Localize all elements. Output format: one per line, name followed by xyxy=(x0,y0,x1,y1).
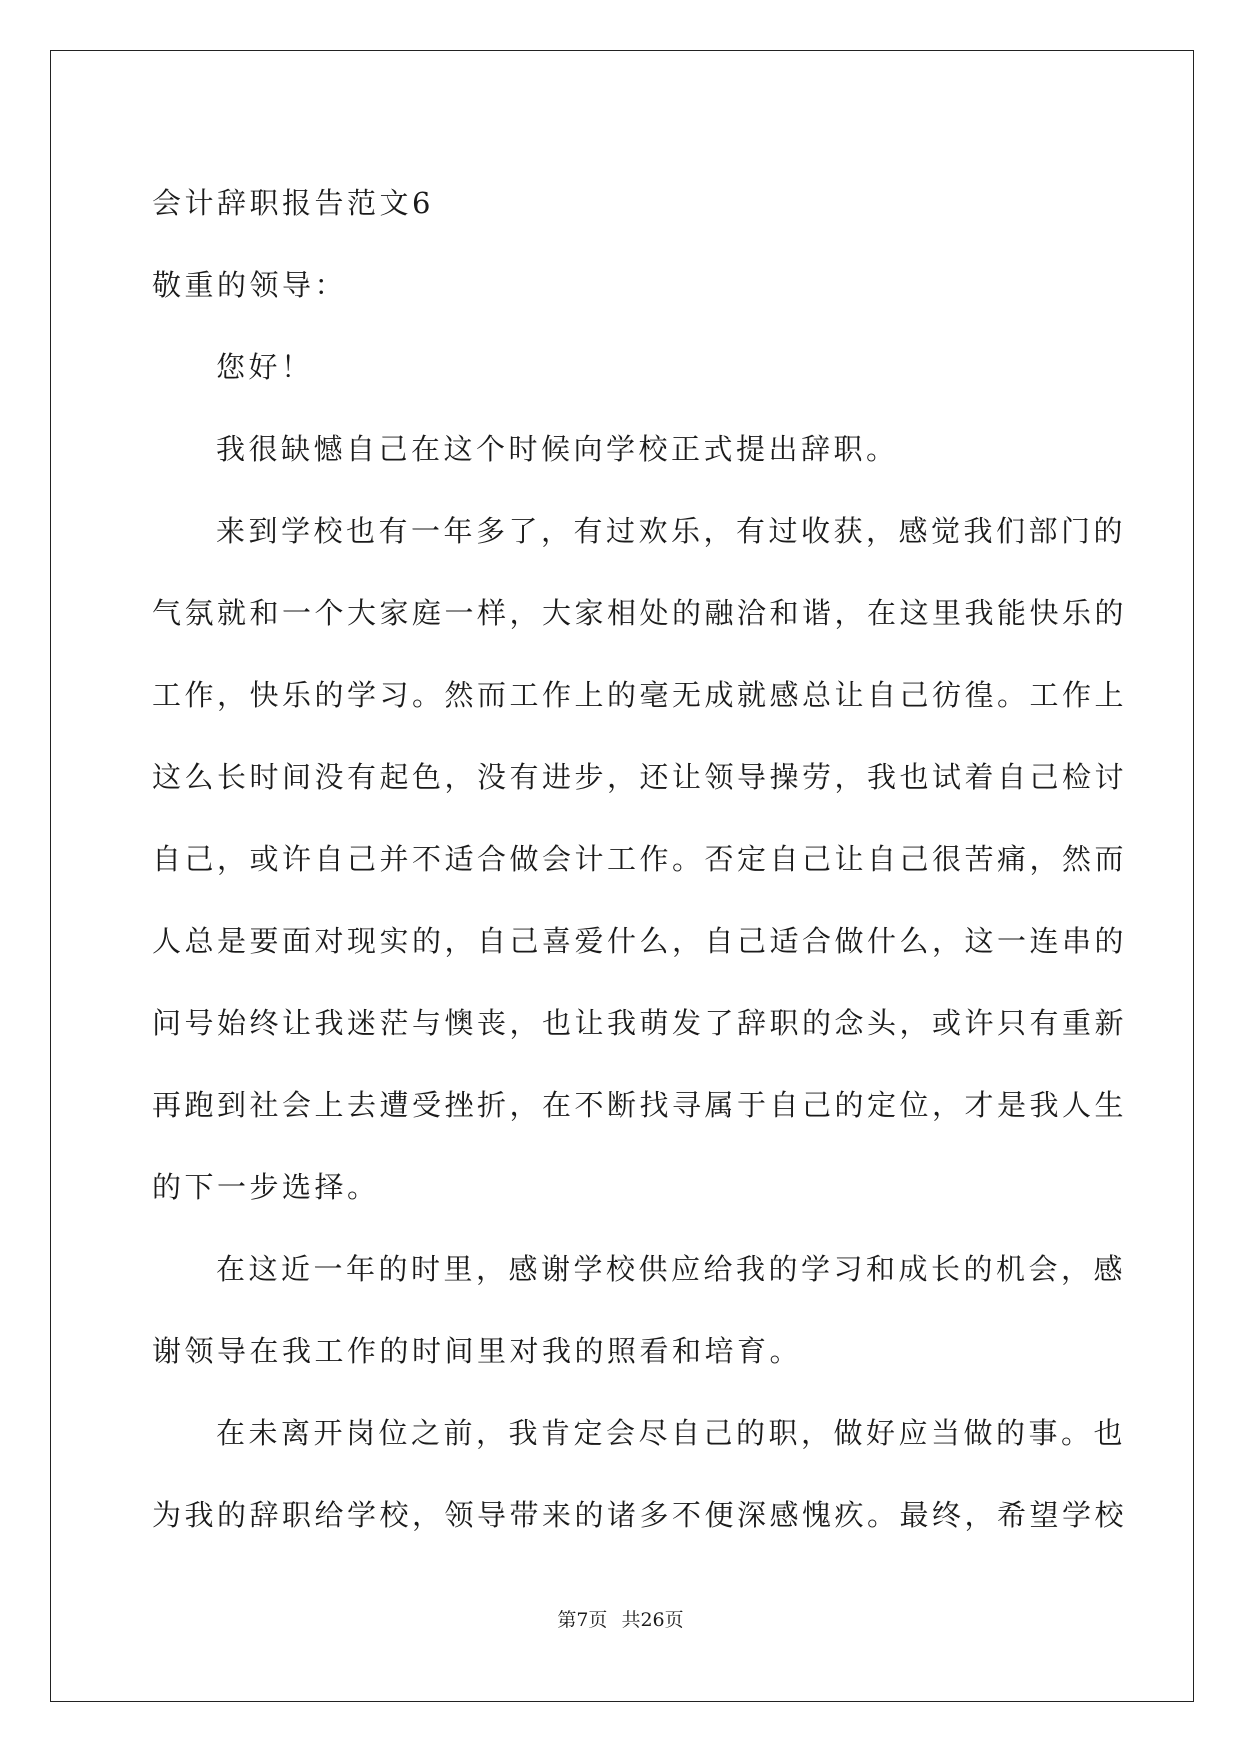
paragraph-line: 问号始终让我迷茫与懊丧，也让我萌发了辞职的念头，或许只有重新 xyxy=(152,1006,1128,1040)
paragraph-line: 在这近一年的时里，感谢学校供应给我的学习和成长的机会，感 xyxy=(216,1252,1127,1286)
paragraph-line: 人总是要面对现实的，自己喜爱什么，自己适合做什么，这一连串的 xyxy=(152,924,1128,958)
paragraph-line: 自己，或许自己并不适合做会计工作。否定自己让自己很苦痛，然而 xyxy=(152,842,1128,876)
page-total: 共26页 xyxy=(621,1609,684,1631)
paragraph-line: 气氛就和一个大家庭一样，大家相处的融洽和谐，在这里我能快乐的 xyxy=(152,596,1128,630)
document-body xyxy=(152,162,1128,1556)
paragraph-line: 谢领导在我工作的时间里对我的照看和培育。 xyxy=(152,1334,803,1368)
document-title: 会计辞职报告范文6 xyxy=(152,186,434,220)
paragraph-line: 这么长时间没有起色，没有进步，还让领导操劳，我也试着自己检讨 xyxy=(152,760,1128,794)
paragraph-line: 为我的辞职给学校，领导带来的诸多不便深感愧疚。最终，希望学校 xyxy=(152,1498,1128,1532)
page-footer xyxy=(0,1605,1241,1632)
paragraph-line: 工作，快乐的学习。然而工作上的毫无成就感总让自己彷徨。工作上 xyxy=(152,678,1128,712)
paragraph-line: 我很缺憾自己在这个时候向学校正式提出辞职。 xyxy=(216,432,899,466)
greeting: 您好！ xyxy=(216,350,314,384)
paragraph-line: 来到学校也有一年多了，有过欢乐，有过收获，感觉我们部门的 xyxy=(216,514,1127,548)
paragraph-line: 再跑到社会上去遭受挫折，在不断找寻属于自己的定位，才是我人生 xyxy=(152,1088,1128,1122)
paragraph-line: 在未离开岗位之前，我肯定会尽自己的职，做好应当做的事。也 xyxy=(216,1416,1127,1450)
paragraph-line: 的下一步选择。 xyxy=(152,1170,380,1204)
salutation: 敬重的领导： xyxy=(152,268,348,302)
page-number: 第7页 xyxy=(557,1609,608,1631)
